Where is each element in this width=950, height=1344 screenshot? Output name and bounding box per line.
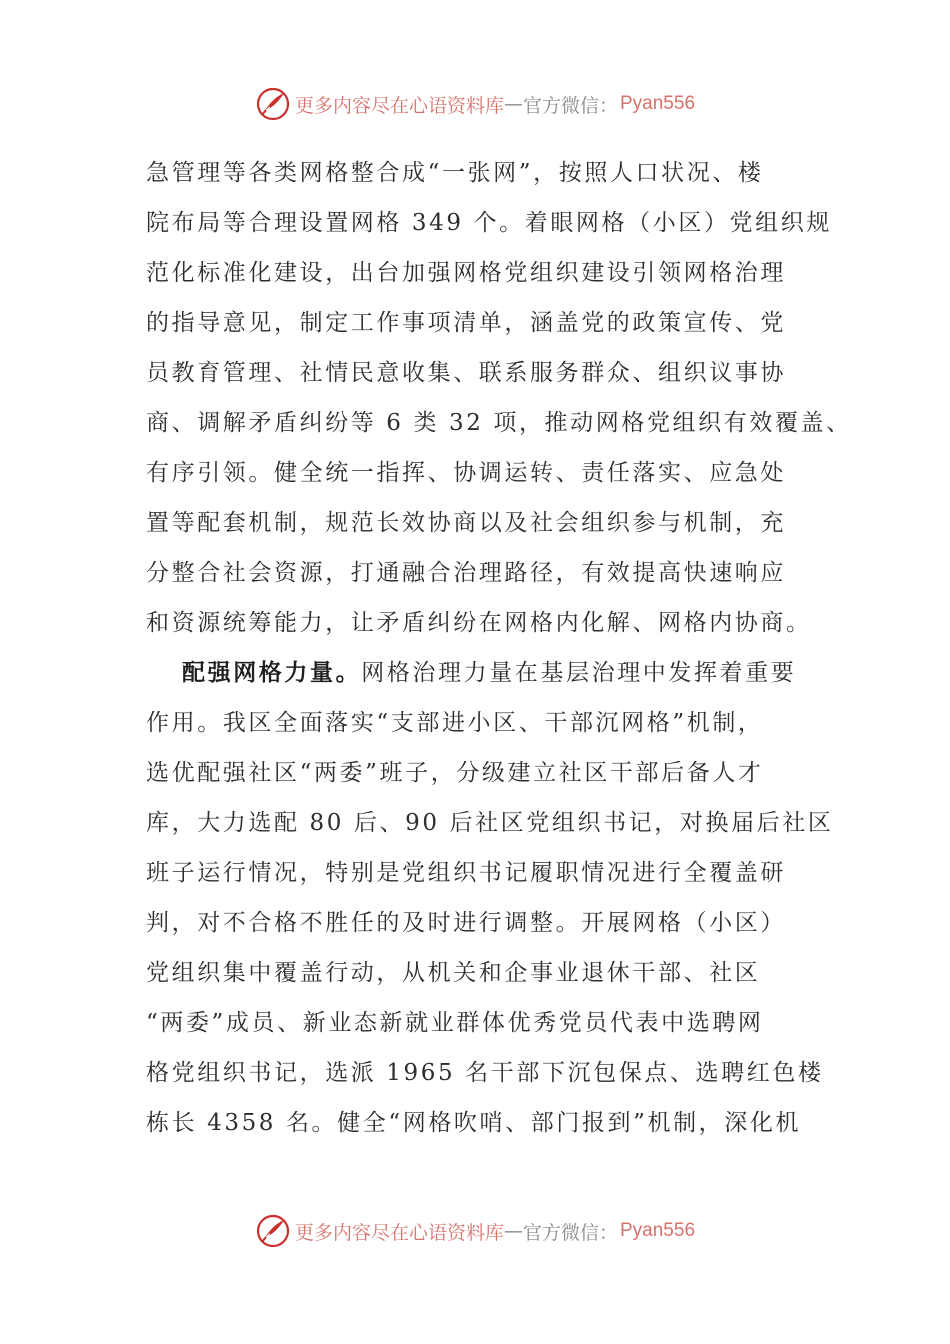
header-banner	[0, 84, 950, 124]
text-line: “两委”成员、新业态新就业群体优秀党员代表中选聘网	[146, 1010, 764, 1036]
text-line: 班子运行情况，特别是党组织书记履职情况进行全覆盖研	[146, 860, 786, 886]
text-line-first	[146, 648, 826, 698]
banner-wechat-id: Pyan556	[620, 1220, 696, 1241]
text-line: 栋长 4358 名。健全“网格吹哨、部门报到”机制，深化机	[146, 1110, 802, 1136]
text-line: 和资源统筹能力，让矛盾纠纷在网格内化解、网格内协商。	[146, 610, 812, 636]
banner-official-label: 官方微信：	[522, 94, 618, 117]
text-line: 的指导意见，制定工作事项清单，涵盖党的政策宣传、党	[146, 310, 786, 336]
text-span: 网格治理力量在基层治理中发挥着重要	[361, 660, 797, 686]
text-line: 急管理等各类网格整合成“一张网”，按照人口状况、楼	[146, 160, 764, 186]
banner-official-label: 官方微信：	[522, 1221, 618, 1244]
feather-pen-logo-icon	[255, 1213, 291, 1249]
text-line: 员教育管理、社情民意收集、联系服务群众、组织议事协	[146, 360, 786, 386]
text-line: 置等配套机制，规范长效协商以及社会组织参与机制，充	[146, 510, 786, 536]
text-line: 院布局等合理设置网格 349 个。着眼网格（小区）党组织规	[146, 210, 832, 236]
text-line: 选优配强社区“两委”班子，分级建立社区干部后备人才	[146, 760, 764, 786]
feather-pen-logo-icon	[255, 86, 291, 122]
text-line: 商、调解矛盾纠纷等 6 类 32 项，推动网格党组织有效覆盖、	[146, 410, 852, 436]
text-line: 作用。我区全面落实“支部进小区、干部沉网格”机制，	[146, 710, 764, 736]
text-line: 库，大力选配 80 后、90 后社区党组织书记，对换届后社区	[146, 810, 834, 836]
text-line: 有序引领。健全统一指挥、协调运转、责任落实、应急处	[146, 460, 786, 486]
text-line: 分整合社会资源，打通融合治理路径，有效提高快速响应	[146, 560, 786, 586]
banner-main-text: 更多内容尽在心语资料库	[294, 94, 504, 117]
paragraph-1	[146, 148, 852, 648]
banner-main-text: 更多内容尽在心语资料库	[294, 1221, 504, 1244]
footer-banner	[0, 1211, 950, 1251]
text-line: 范化标准化建设，出台加强网格党组织建设引领网格治理	[146, 260, 786, 286]
text-line: 判，对不合格不胜任的及时进行调整。开展网格（小区）	[146, 910, 786, 936]
text-line: 格党组织书记，选派 1965 名干部下沉包保点、选聘红色楼	[146, 1060, 824, 1086]
banner-dash: —	[503, 1220, 523, 1242]
banner-dash: —	[503, 93, 523, 115]
text-line: 党组织集中覆盖行动，从机关和企事业退休干部、社区	[146, 960, 761, 986]
paragraph-heading: 配强网格力量。	[182, 659, 362, 686]
paragraph-2	[146, 648, 834, 1148]
document-body	[146, 148, 852, 1148]
banner-wechat-id: Pyan556	[620, 93, 696, 114]
